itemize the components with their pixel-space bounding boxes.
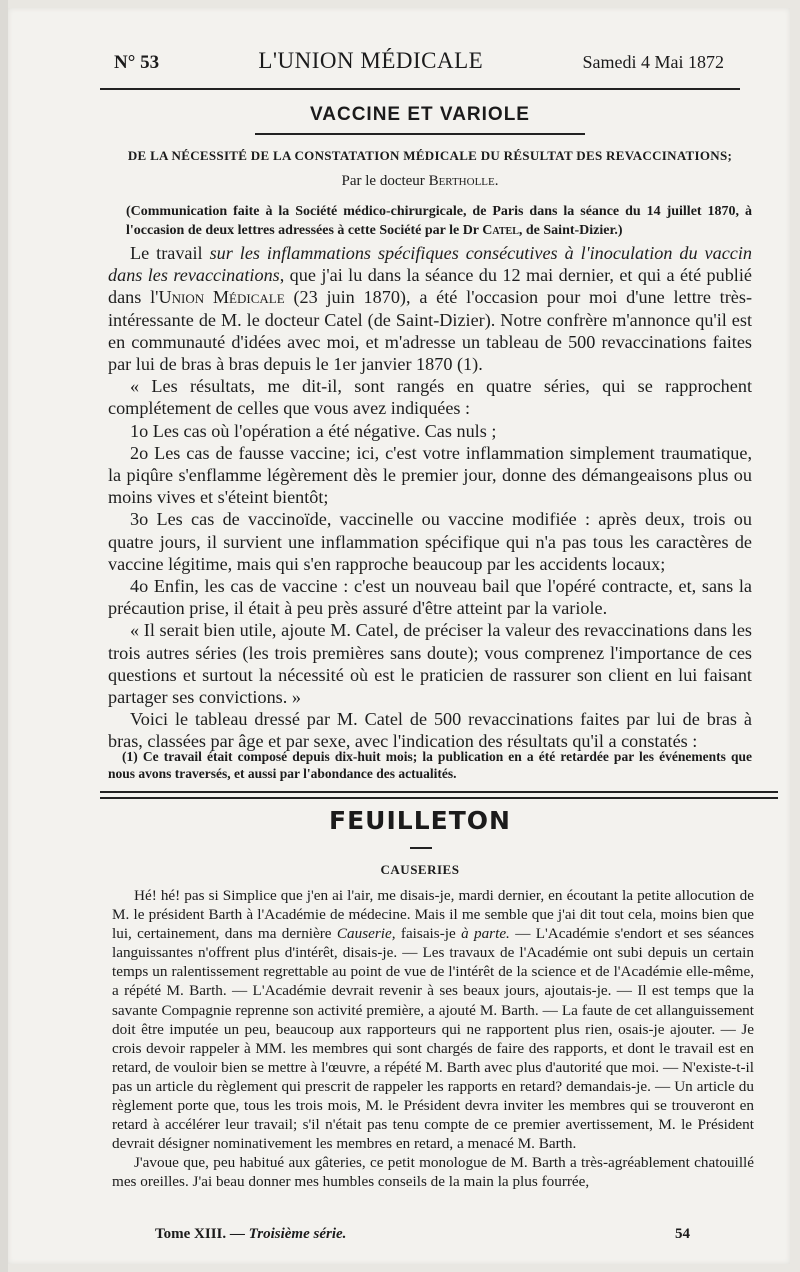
article-subtitle: DE LA NÉCESSITÉ DE LA CONSTATATION MÉDICALE DU RÉSULTAT DES REVACCINATIONS; [127, 148, 733, 163]
p1-journal-name: Union Médicale [158, 287, 285, 308]
article-paragraph-8: Voici le tableau dressé par M. Catel de 500 revaccinations faites par lui de bras à bras, classées par âge et par sexe, avec l'indication des résultats qu'il a constatés : [108, 709, 752, 752]
feuilleton-paragraph-2: J'avoue que, peu habitué aux gâteries, ce petit monologue de M. Barth a très-agréablement chatouillé mes oreilles. J'ai beau donner mes humbles conseils de la main la plus fourrée, [112, 1154, 754, 1191]
footnote-text: (1) Ce travail était composé depuis dix-huit mois; la publication en a été retardée par les événements que nous avons traversés, et aussi par l'abondance des actualités. [108, 749, 752, 781]
f1-italic-2: à parte. [461, 925, 510, 943]
article-body [108, 242, 752, 753]
article-item-3: 3o Les cas de vaccinoïde, vaccinelle ou vaccine modifiée : après deux, trois ou quatre jours, il survient une inflammation spécifique qui n'a pas tous les caractères de vaccine légitime, mais qui s'en rapproche beaucoup par les accidents locaux; [108, 509, 752, 574]
section-divider [100, 791, 778, 799]
volume-info [155, 1226, 346, 1243]
page-footer [155, 1226, 690, 1243]
issue-number: N° 53 [114, 52, 160, 73]
article-byline [110, 173, 730, 190]
f1-text-b: faisais-je [395, 925, 462, 943]
p1-text-c: (23 juin 1870), a été l'occasion pour moi d'une lettre très-intéressante de M. le docteur Catel (de Saint-Dizier). Notre confrère m'annonce qu'il est en communauté d'idées avec moi, et m'adresse un tableau de 500 revaccinations faites par lui de bras à bras depuis le 1er janvier 1870 (1). [108, 287, 753, 375]
page-number: 54 [675, 1226, 690, 1242]
communication-name: Catel [482, 223, 519, 238]
feuilleton-paragraph-1 [112, 886, 754, 1153]
author-name: Bertholle. [428, 173, 499, 189]
f1-text-c: — L'Académie s'endort et ses séances languissantes n'offrent plus d'intérêt, disais-je. — Les travaux de l'Académie ont subi depuis un certain temps un ralentissement regrettable au point de vue de l'intérêt de la science et de l'Académie elle-même, a répété M. Barth. — L'Académie devrait revenir à ses beaux jours, ajoutais-je. — Il est temps que la savante Compagnie reprenne son activité première, a ajouté M. Barth. — La faute de cet allanguissement doit être imputée un peu, beaucoup aux rapporteurs qui ne rapportent plus rien, osais-je ajouter. — Je crois devoir rappeler à MM. les membres qui sont chargés de faire des rapports, et dont le travail est en retard, de vouloir bien se mettre à l'œuvre, a répété M. Barth avec plus d'autorité que moi. — N'existe-t-il pas un article du règlement qui prescrit de rappeler les rapports en retard? demandais-je. — Un article du règlement porte que, tous les trois mois, M. le Président devra inviter les membres qui se trouveront en retard à accélérer leur travail; s'il n'était pas tenu compte de ce premier avertissement, M. le Président devrait désigner nominativement les membres en retard, a menacé M. Barth. [112, 925, 755, 1153]
byline-prefix: Par le docteur [341, 173, 429, 189]
footnote [108, 748, 752, 782]
article-item-2: 2o Les cas de fausse vaccine; ici, c'est votre inflammation simplement traumatique, la piqûre s'enflamme légèrement dès le premier jour, donne des démangeaisons plus ou moins vives et s'éteint bientôt; [108, 442, 752, 508]
running-header [114, 48, 724, 80]
article-title: VACCINE ET VARIOLE [310, 104, 530, 125]
f1-text-a: Hé! hé! pas si Simplice que j'en ai l'air, me disais-je, mardi dernier, en écoutant la petite allocution de M. le président Barth à l'Académie de médecine. Mais il me semble que j'ai dit tout cela, moins bien que lui, certainement, dans ma dernière [112, 887, 754, 943]
communication-text-a: (Communication faite à la Société médico-chirurgicale, de Paris dans la séance du 14 juillet 1870, à l'occasion de deux lettres adressées à cette Société par le Dr [126, 204, 752, 238]
feuilleton-title: FEUILLETON [329, 806, 511, 835]
article-item-1: 1o Les cas où l'opération a été négative. Cas nuls ; [130, 420, 497, 441]
title-rule [255, 133, 585, 135]
communication-note [126, 202, 752, 240]
article-paragraph-2: « Les résultats, me dit-il, sont rangés en quatre séries, qui se rapprochent complétement de celles que vous avez indiquées : [108, 376, 752, 419]
scan-edge [0, 0, 8, 1272]
communication-text-b: , de Saint-Dizier.) [518, 223, 623, 238]
f1-italic-1: Causerie, [336, 925, 396, 943]
journal-title: L'UNION MÉDICALE [258, 48, 484, 73]
p1-italic: sur les inflammations spécifiques consécutives à l'inoculation du vaccin dans les revaccinations [108, 243, 752, 286]
series-label: Troisième série. [248, 1226, 347, 1242]
p1-text-b: , que j'ai lu dans la séance du 12 mai dernier, et qui a été publié dans l' [108, 265, 752, 308]
feuilleton-body [112, 886, 754, 1192]
volume-label: Tome XIII. — [155, 1226, 249, 1242]
p1-text-a: Le travail [130, 243, 210, 263]
article-paragraph-1 [108, 242, 752, 375]
feuilleton-rule [410, 847, 432, 849]
article-item-4: 4o Enfin, les cas de vaccine : c'est un nouveau bail que l'opéré contracte, et, sans la précaution prise, il était à peu près assuré d'être atteint par la variole. [108, 576, 752, 619]
article-paragraph-7: « Il serait bien utile, ajoute M. Catel, de préciser la valeur des revaccinations dans les trois autres séries (les trois premières sans doute); vous comprenez l'importance de ces questions et surtout la nécessité où est le praticien de rassurer son client en lui faisant partager ses convictions. » [108, 620, 752, 708]
feuilleton-section: CAUSERIES [380, 862, 460, 877]
issue-date: Samedi 4 Mai 1872 [582, 52, 724, 72]
header-rule [100, 88, 740, 90]
